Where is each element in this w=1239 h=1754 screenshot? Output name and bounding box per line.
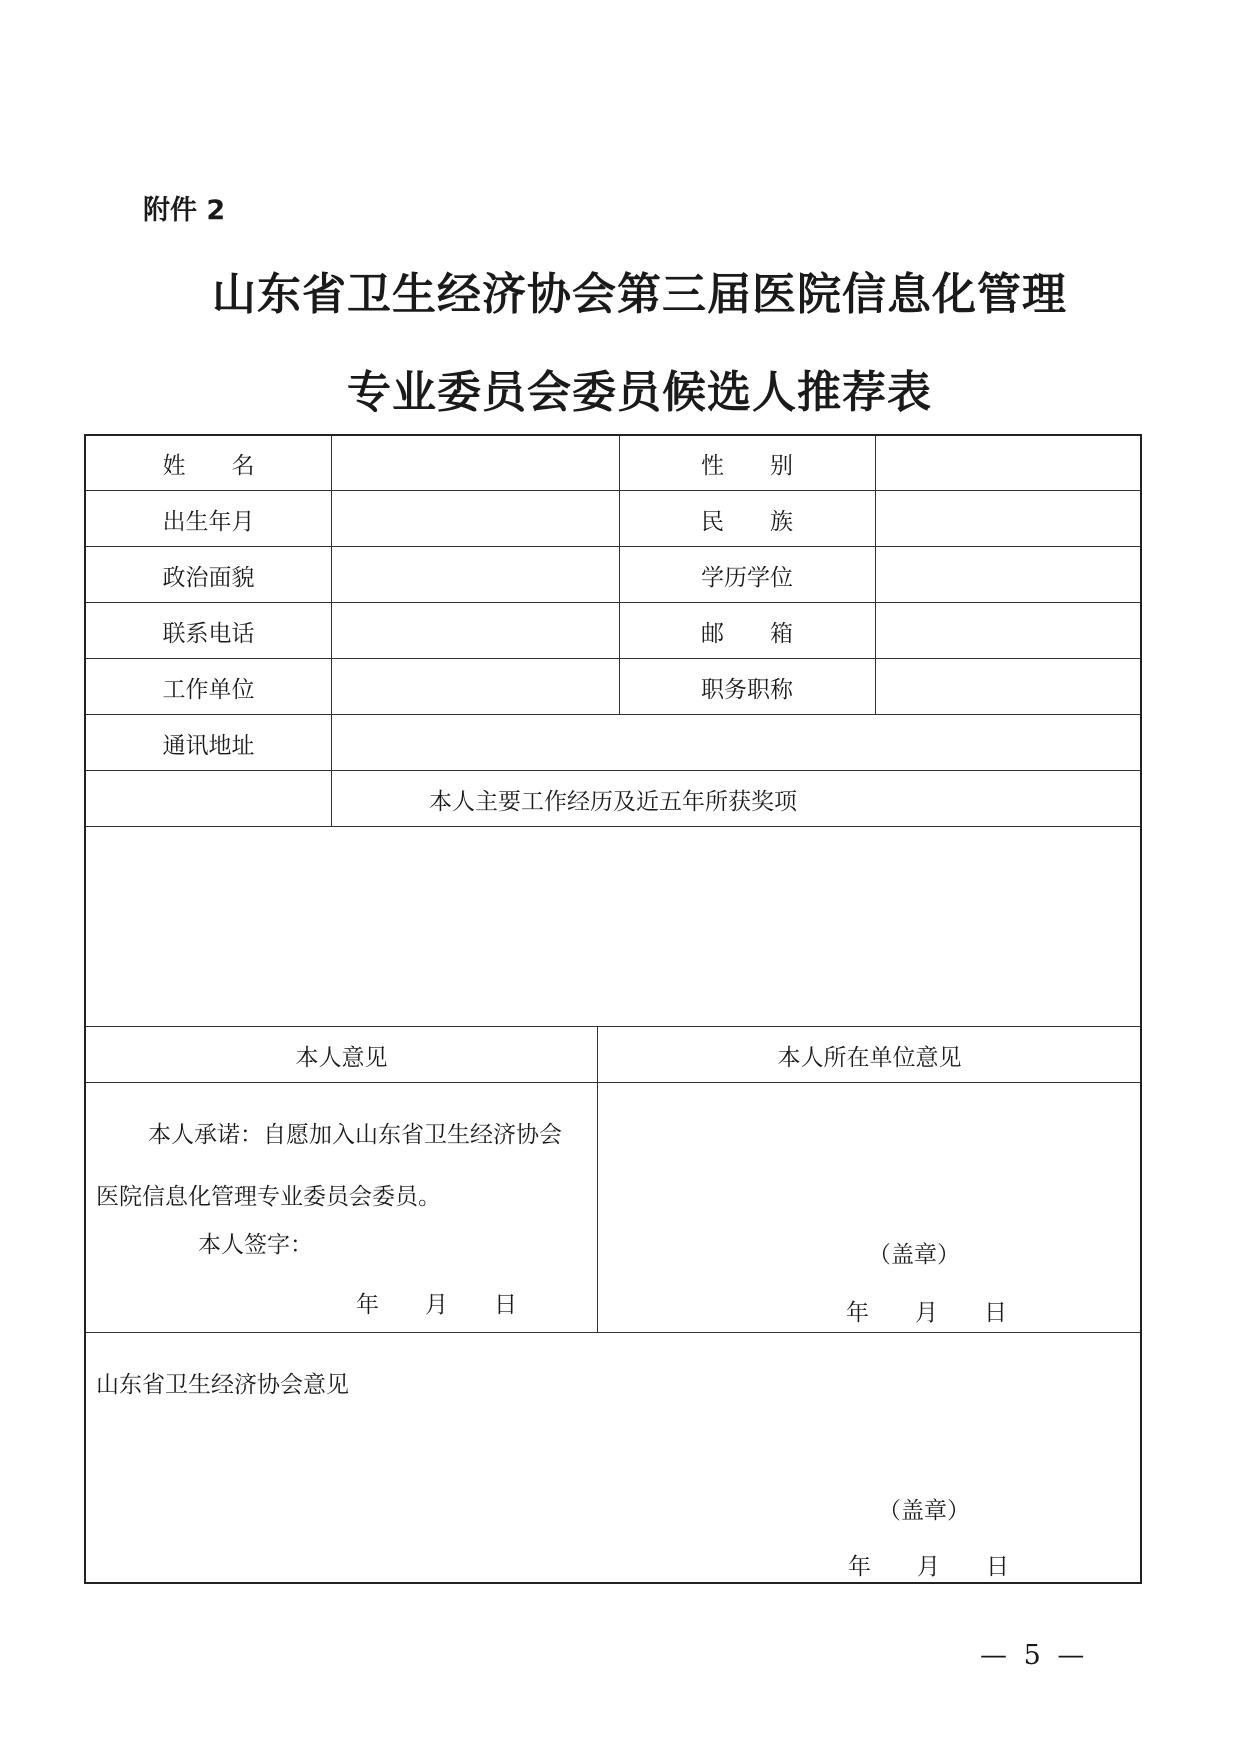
label-political: 政治面貌 — [162, 564, 255, 591]
pledge-line-2: 医院信息化管理专业委员会委员。 — [96, 1184, 441, 1210]
recommendation-form — [84, 434, 1142, 1584]
label-ethnicity: 民 族 — [701, 508, 793, 535]
ethnicity-field[interactable] — [875, 492, 1140, 546]
political-field[interactable] — [331, 548, 619, 602]
page-number: — 5 — — [980, 1640, 1089, 1671]
self-opinion-header: 本人意见 — [295, 1044, 388, 1071]
column-divider — [597, 1026, 598, 1332]
email-field[interactable] — [875, 604, 1140, 658]
unit-opinion-date: 年 月 日 — [846, 1300, 1007, 1326]
label-gender: 性 别 — [701, 452, 793, 479]
row-divider — [86, 1026, 1140, 1027]
address-field[interactable] — [331, 716, 1140, 770]
attachment-label: 附件 2 — [143, 195, 226, 226]
row-divider — [86, 490, 1140, 491]
label-phone: 联系电话 — [162, 620, 255, 647]
experience-header: 本人主要工作经历及近五年所获奖项 — [429, 788, 797, 815]
association-opinion-date: 年 月 日 — [848, 1554, 1009, 1580]
row-divider — [86, 1082, 1140, 1083]
education-field[interactable] — [875, 548, 1140, 602]
phone-field[interactable] — [331, 604, 619, 658]
label-email: 邮 箱 — [701, 620, 793, 647]
row-divider — [86, 1332, 1140, 1333]
signature-label: 本人签字： — [198, 1232, 313, 1258]
form-title-line-1: 山东省卫生经济协会第三届医院信息化管理 — [212, 269, 1067, 320]
label-position: 职务职称 — [701, 676, 793, 703]
unit-opinion-header: 本人所在单位意见 — [777, 1044, 962, 1071]
name-field[interactable] — [331, 436, 619, 490]
form-title-line-2: 专业委员会委员候选人推荐表 — [347, 367, 932, 418]
row-divider — [86, 770, 1140, 771]
position-field[interactable] — [875, 660, 1140, 714]
label-birth: 出生年月 — [162, 508, 255, 535]
label-education: 学历学位 — [701, 564, 793, 591]
row-divider — [86, 546, 1140, 547]
association-seal-label: （盖章） — [878, 1498, 970, 1524]
row-divider — [86, 826, 1140, 827]
self-opinion-date: 年 月 日 — [356, 1292, 517, 1318]
unit-seal-label: （盖章） — [868, 1242, 960, 1268]
row-divider — [86, 658, 1140, 659]
association-opinion-header: 山东省卫生经济协会意见 — [96, 1372, 349, 1398]
pledge-line-1: 本人承诺：自愿加入山东省卫生经济协会 — [148, 1122, 562, 1148]
row-divider — [86, 714, 1140, 715]
experience-field[interactable] — [86, 828, 1140, 1026]
label-name: 姓 名 — [162, 452, 255, 479]
gender-field[interactable] — [875, 436, 1140, 490]
row-divider — [86, 602, 1140, 603]
label-employer: 工作单位 — [162, 676, 255, 703]
label-address: 通讯地址 — [162, 732, 255, 759]
birth-field[interactable] — [331, 492, 619, 546]
employer-field[interactable] — [331, 660, 619, 714]
